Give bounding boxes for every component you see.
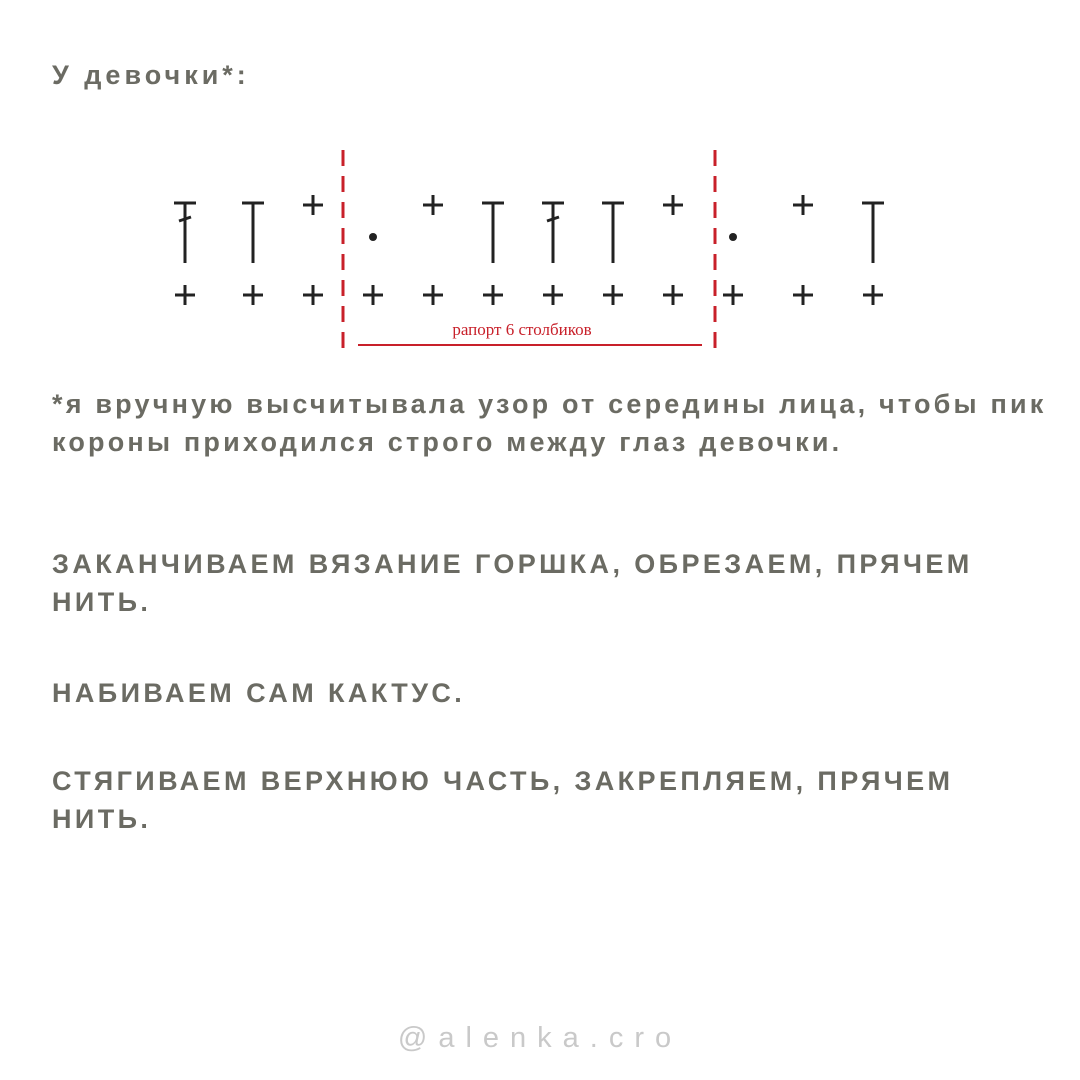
pattern-note: *я вручную высчитывала узор от середины лица, чтобы пик короны приходился строго между глаз девочки. [52, 389, 1047, 457]
bottom-row-symbol-7 [543, 285, 563, 305]
top-row-symbol-11 [793, 195, 813, 215]
heading: У девочки*: [52, 60, 250, 90]
repeat-caption: рапорт 6 столбиков [452, 320, 592, 339]
top-row-symbol-5 [423, 195, 443, 215]
top-row-symbol-8 [602, 203, 624, 263]
instruction-stuff-cactus: НАБИВАЕМ САМ КАКТУС. [52, 678, 466, 708]
bottom-row-symbol-6 [483, 285, 503, 305]
top-row-symbol-7 [542, 203, 564, 263]
instruction-close-top: СТЯГИВАЕМ ВЕРХНЮЮ ЧАСТЬ, ЗАКРЕПЛЯЕМ, ПРЯЧЕМ НИТЬ. [52, 766, 954, 834]
bottom-row-symbol-5 [423, 285, 443, 305]
top-row-symbol-12 [862, 203, 884, 263]
top-row-symbol-2 [242, 203, 264, 263]
bottom-row-symbol-4 [363, 285, 383, 305]
top-row-symbol-1 [174, 203, 196, 263]
bottom-row-symbol-1 [175, 285, 195, 305]
top-row-symbol-6 [482, 203, 504, 263]
author-handle: @alenka.cro [397, 1022, 683, 1054]
top-row-symbol-3 [303, 195, 323, 215]
chart-symbols [174, 195, 884, 305]
bottom-row-symbol-2 [243, 285, 263, 305]
bottom-row-symbol-3 [303, 285, 323, 305]
top-row-symbol-4 [369, 233, 377, 241]
top-row-symbol-10 [729, 233, 737, 241]
top-row-symbol-9 [663, 195, 683, 215]
instruction-finish-pot: ЗАКАНЧИВАЕМ ВЯЗАНИЕ ГОРШКА, ОБРЕЗАЕМ, ПРЯЧЕМ НИТЬ. [52, 549, 973, 617]
bottom-row-symbol-12 [863, 285, 883, 305]
bottom-row-symbol-9 [663, 285, 683, 305]
bottom-row-symbol-8 [603, 285, 623, 305]
bottom-row-symbol-11 [793, 285, 813, 305]
bottom-row-symbol-10 [723, 285, 743, 305]
crochet-chart [0, 0, 1080, 370]
